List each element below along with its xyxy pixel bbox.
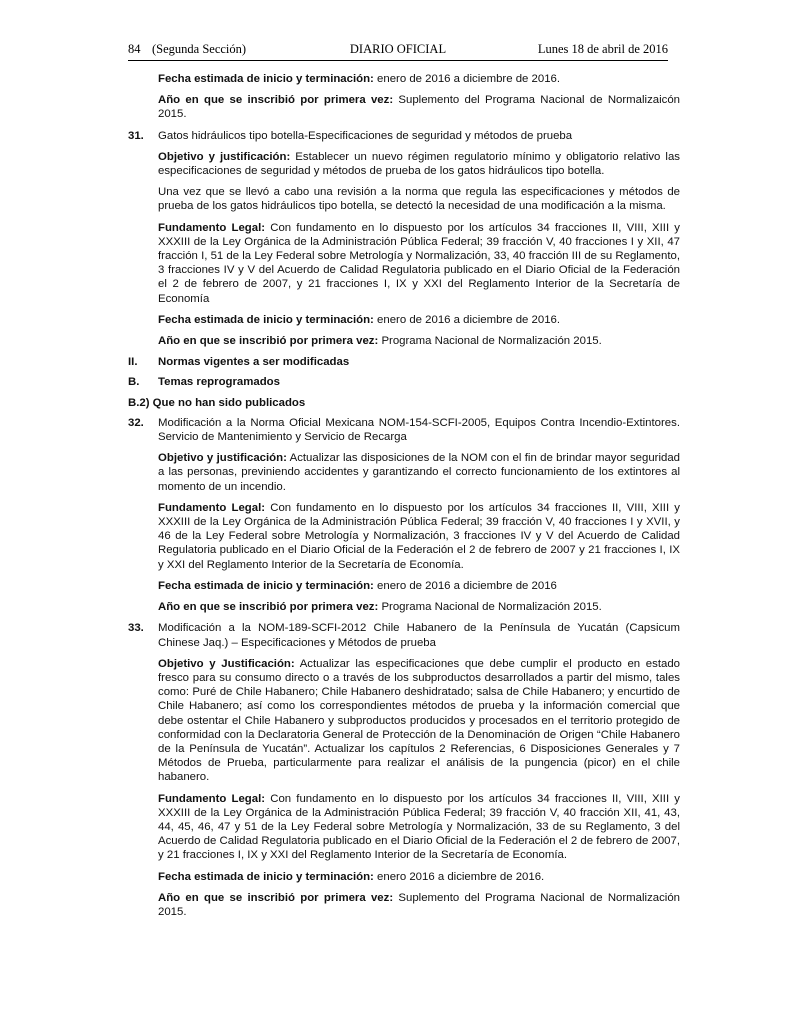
anio-label: Año en que se inscribió por primera vez: [158, 601, 379, 614]
publication-title: DIARIO OFICIAL [349, 42, 447, 56]
document-body [128, 72, 680, 926]
objetivo-text: Actualizar las disposiciones de la NOM con el fin de brindar mayor seguridad a las personas, previniendo accidentes y garantizando el correcto funcionamiento de los extintores al momento de un incendio. [158, 452, 681, 493]
anio-paragraph [158, 891, 680, 919]
fecha-text: enero de 2016 a diciembre de 2016. [373, 73, 561, 85]
anio-text: Programa Nacional de Normalización 2015. [378, 601, 602, 614]
section-number: II. [128, 356, 138, 369]
item-32-heading [128, 416, 680, 444]
anio-text: Suplemento del Programa Nacional de Normalización 2015. [158, 891, 680, 918]
objetivo-paragraph [158, 150, 680, 178]
objetivo-paragraph [158, 451, 680, 494]
section-label: (Segunda Sección) [152, 42, 247, 56]
fundamento-label: Fundamento Legal: [158, 501, 266, 514]
fundamento-paragraph [158, 221, 680, 306]
fecha-label: Fecha estimada de inicio y terminación: [158, 73, 374, 85]
item-number: 32. [128, 416, 144, 429]
fecha-paragraph [158, 72, 680, 86]
section-title: Normas vigentes a ser modificadas [158, 356, 350, 369]
page-header [128, 42, 668, 62]
fundamento-text: Con fundamento en lo dispuesto por los artículos 34 fracciones II, VIII, XIII y XXXIII de la Ley Orgánica de la Administración Pública Federal; 39 fracción V, 40 fracción XII, 41, 43, 44, 45, 46, 47 y 51 de la Ley Federal sobre Metrología y Normalización, 33 de su Reglamento, 3 del Acuerdo de Calidad Regulatoria publicado en el Diario Oficial de la Federación el 2 de febrero de 2007, y 21 fracciones I, IX y XXI del Reglamento Interior de la Secretaría de Economía. [158, 792, 681, 862]
fundamento-paragraph [158, 501, 680, 572]
fecha-paragraph [158, 313, 680, 327]
anio-text: Suplemento del Programa Nacional de Normalizaicón 2015. [158, 94, 680, 121]
objetivo-paragraph [158, 657, 680, 785]
item-31-heading [128, 129, 680, 143]
objetivo-text: Establecer un nuevo régimen regulatorio mínimo y obligatorio relativo las especificaciones de seguridad y métodos de prueba de los gatos hidráulicos tipo botella. [158, 150, 680, 178]
fundamento-text: Con fundamento en lo dispuesto por los artículos 34 fracciones II, VIII, XIII y XXXIII de la Ley Orgánica de la Administración Pública Federal; 39 fracción V, 40 fracciones I y XVII, y 46 de la Ley Federal sobre Metrología y Normalización, 3 fracciones IV y V del Acuerdo de Calidad Regulatoria publicado en el Diario Oficial de la Federación el 2 de febrero de 2007 y 21 fracciones I, IX y XXI del Reglamento Interior de la Secretaría de Economía. [158, 501, 681, 571]
fecha-paragraph [158, 579, 680, 593]
extra-paragraph: Una vez que se llevó a cabo una revisión a la norma que regula las especificaciones y métodos de prueba de los gatos hidráulicos tipo botella, se detectó la necesidad de una modificación a la misma. [158, 186, 680, 213]
anio-label: Año en que se inscribió por primera vez: [158, 94, 394, 107]
section-number: B. [128, 376, 140, 389]
fecha-paragraph [158, 870, 680, 884]
objetivo-text: Actualizar las especificaciones que debe cumplir el producto en estado fresco para su consumo directo o a través de los subproductos desarrollados a partir del mismo, tales como: Puré de Chile Habanero; Chile Habanero deshidratado; salsa de Chile Habanero; y encurtido de Chile Habanero; así como los correspondientes métodos de prueba y la información comercial que debe ostentar el Chile Habanero y subproductos producidos y procesados en el territorio protegido de conformidad con la Declaratoria General de Protección de la Denominación de Origen “Chile Habanero de la Península de Yucatán”. Actualizar los capítulos 2 Referencias, 6 Disposiciones Generales y 7 Métodos de Prueba, particularmente para realizar el análisis de la pungencia (picor) en el chile habanero. [158, 657, 680, 784]
anio-label: Año en que se inscribió por primera vez: [158, 335, 379, 348]
item-number: 31. [128, 129, 144, 142]
fecha-label: Fecha estimada de inicio y terminación: [158, 870, 374, 883]
fecha-label: Fecha estimada de inicio y terminación: [158, 579, 374, 592]
header-rule [128, 60, 668, 61]
publication-date: Lunes 18 de abril de 2016 [537, 42, 668, 56]
item-number: 33. [128, 622, 144, 635]
anio-paragraph [158, 93, 680, 121]
page-number: 84 [128, 42, 141, 56]
fecha-text: enero 2016 a diciembre de 2016. [373, 870, 545, 883]
section-title: Temas reprogramados [158, 376, 280, 389]
item-title: Modificación a la NOM-189-SCFI-2012 Chile Habanero de la Península de Yucatán (Capsicum Chinese Jaq.) – Especificaciones y Métodos de prueba [158, 622, 680, 649]
fecha-text: enero de 2016 a diciembre de 2016 [373, 579, 557, 592]
item-title: Gatos hidráulicos tipo botella-Especificaciones de seguridad y métodos de prueba [158, 129, 573, 142]
objetivo-label: Objetivo y justificación: [158, 150, 291, 163]
fundamento-label: Fundamento Legal: [158, 792, 266, 805]
section-heading-ii [128, 355, 680, 369]
item-title: Modificación a la Norma Oficial Mexicana NOM-154-SCFI-2005, Equipos Contra Incendio-Extintores. Servicio de Mantenimiento y Servicio de Recarga [158, 416, 680, 444]
fundamento-label: Fundamento Legal: [158, 221, 266, 234]
objetivo-label: Objetivo y justificación: [158, 452, 287, 465]
anio-label: Año en que se inscribió por primera vez: [158, 891, 394, 904]
objetivo-label: Objetivo y Justificación: [158, 657, 295, 670]
section-heading-b [128, 375, 680, 389]
item-33-heading [128, 621, 680, 649]
anio-paragraph [158, 600, 680, 614]
anio-paragraph [158, 334, 680, 348]
subsection-heading-b2: B.2) Que no han sido publicados [128, 396, 306, 409]
anio-text: Programa Nacional de Normalización 2015. [378, 335, 602, 348]
fecha-label: Fecha estimada de inicio y terminación: [158, 313, 374, 326]
fecha-text: enero de 2016 a diciembre de 2016. [373, 313, 561, 326]
fundamento-paragraph [158, 792, 680, 863]
fundamento-text: Con fundamento en lo dispuesto por los artículos 34 fracciones II, VIII, XIII y XXXIII de la Ley Orgánica de la Administración Pública Federal; 39 fracción V, 40 fracciones I y XII, 47 fracción I, 51 de la Ley Federal sobre Metrología y Normalización, 33, 40 fracción III de su Reglamento, 3 fracciones IV y V del Acuerdo de Calidad Regulatoria publicado en el Diario Oficial de la Federación el 2 de febrero de 2007, y 21 fracciones I, IX y XXI del Reglamento Interior de la Secretaría de Economía [158, 221, 681, 305]
